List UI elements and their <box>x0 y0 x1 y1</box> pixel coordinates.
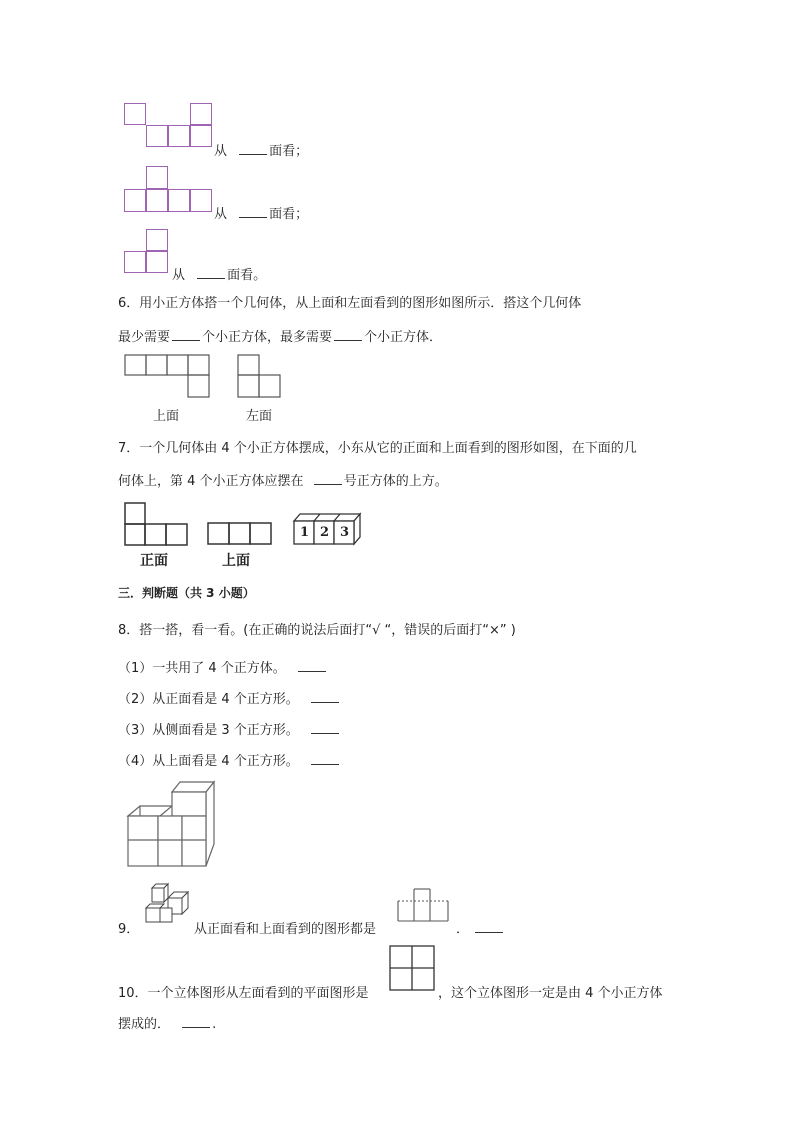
q10-line1-b: ，这个立体图形一定是由 4 个小正方体 <box>438 986 663 1001</box>
q7-label-front: 正面 <box>140 553 168 569</box>
q8-item-4: （4）从上面看是 4 个正方形。 <box>118 750 341 769</box>
q7-top-view <box>207 522 273 547</box>
q9-tail: ． <box>456 918 505 937</box>
answer-blank[interactable] <box>475 920 503 933</box>
q7-line1: 7．一个几何体由 4 个小正方体摆成，小东从它的正面和上面看到的图形如图，在下面的几 <box>118 441 637 456</box>
q10-square-grid <box>389 945 435 991</box>
q6-top-view <box>124 353 214 399</box>
cube-number-1: 1 <box>300 525 310 540</box>
q9-number: 9． <box>118 922 140 937</box>
cube-number-3: 3 <box>340 525 350 540</box>
q6-line2: 最少需要 个小正方体，最多需要 个小正方体． <box>118 330 443 345</box>
q6-label-top: 上面 <box>153 409 180 424</box>
q7-line2: 何体上，第 4 个小正方体应摆在 号正方体的上方。 <box>118 474 448 489</box>
answer-blank[interactable] <box>311 690 339 703</box>
q6-left-view <box>237 353 283 399</box>
q8-item-3: （3）从侧面看是 3 个正方形。 <box>118 719 341 738</box>
view-line-2: 从 面看； <box>214 207 309 222</box>
answer-blank[interactable] <box>182 1015 210 1028</box>
q8-title: 8．搭一搭，看一看。(在正确的说法后面打“√ “，错误的后面打“×” ) <box>118 623 516 638</box>
q8-cube-structure <box>124 780 218 870</box>
q9-cube-figure <box>144 882 194 924</box>
view-line-3: 从 面看。 <box>172 268 267 283</box>
q7-front-view <box>124 501 190 547</box>
q9-text: 从正面看和上面看到的图形都是 <box>194 922 377 937</box>
view-figure-2 <box>124 166 212 212</box>
q9-shape <box>396 887 452 925</box>
q7-label-top: 上面 <box>222 553 250 569</box>
q8-item-1: （1）一共用了 4 个正方体。 <box>118 657 328 676</box>
answer-blank[interactable] <box>311 752 339 765</box>
view-figure-1 <box>124 103 212 147</box>
answer-blank[interactable] <box>311 721 339 734</box>
answer-blank[interactable] <box>239 205 267 218</box>
view-line-1: 从 面看； <box>214 144 309 159</box>
q6-label-left: 左面 <box>246 409 273 424</box>
answer-blank[interactable] <box>239 142 267 155</box>
q10-line2: 摆成的． . <box>118 1017 217 1032</box>
answer-blank[interactable] <box>334 328 362 341</box>
answer-blank[interactable] <box>172 328 200 341</box>
answer-blank[interactable] <box>197 266 225 279</box>
view-figure-3 <box>124 229 168 273</box>
answer-blank[interactable] <box>298 659 326 672</box>
cube-number-2: 2 <box>320 525 330 540</box>
answer-blank[interactable] <box>314 472 342 485</box>
section-heading: 三．判断题（共 3 小题） <box>118 586 255 600</box>
q8-item-2: （2）从正面看是 4 个正方形。 <box>118 688 341 707</box>
q10-line1-a: 10．一个立体图形从左面看到的平面图形是 <box>118 986 369 1001</box>
q6-line1: 6．用小正方体搭一个几何体，从上面和左面看到的图形如图所示．搭这个几何体 <box>118 296 582 311</box>
